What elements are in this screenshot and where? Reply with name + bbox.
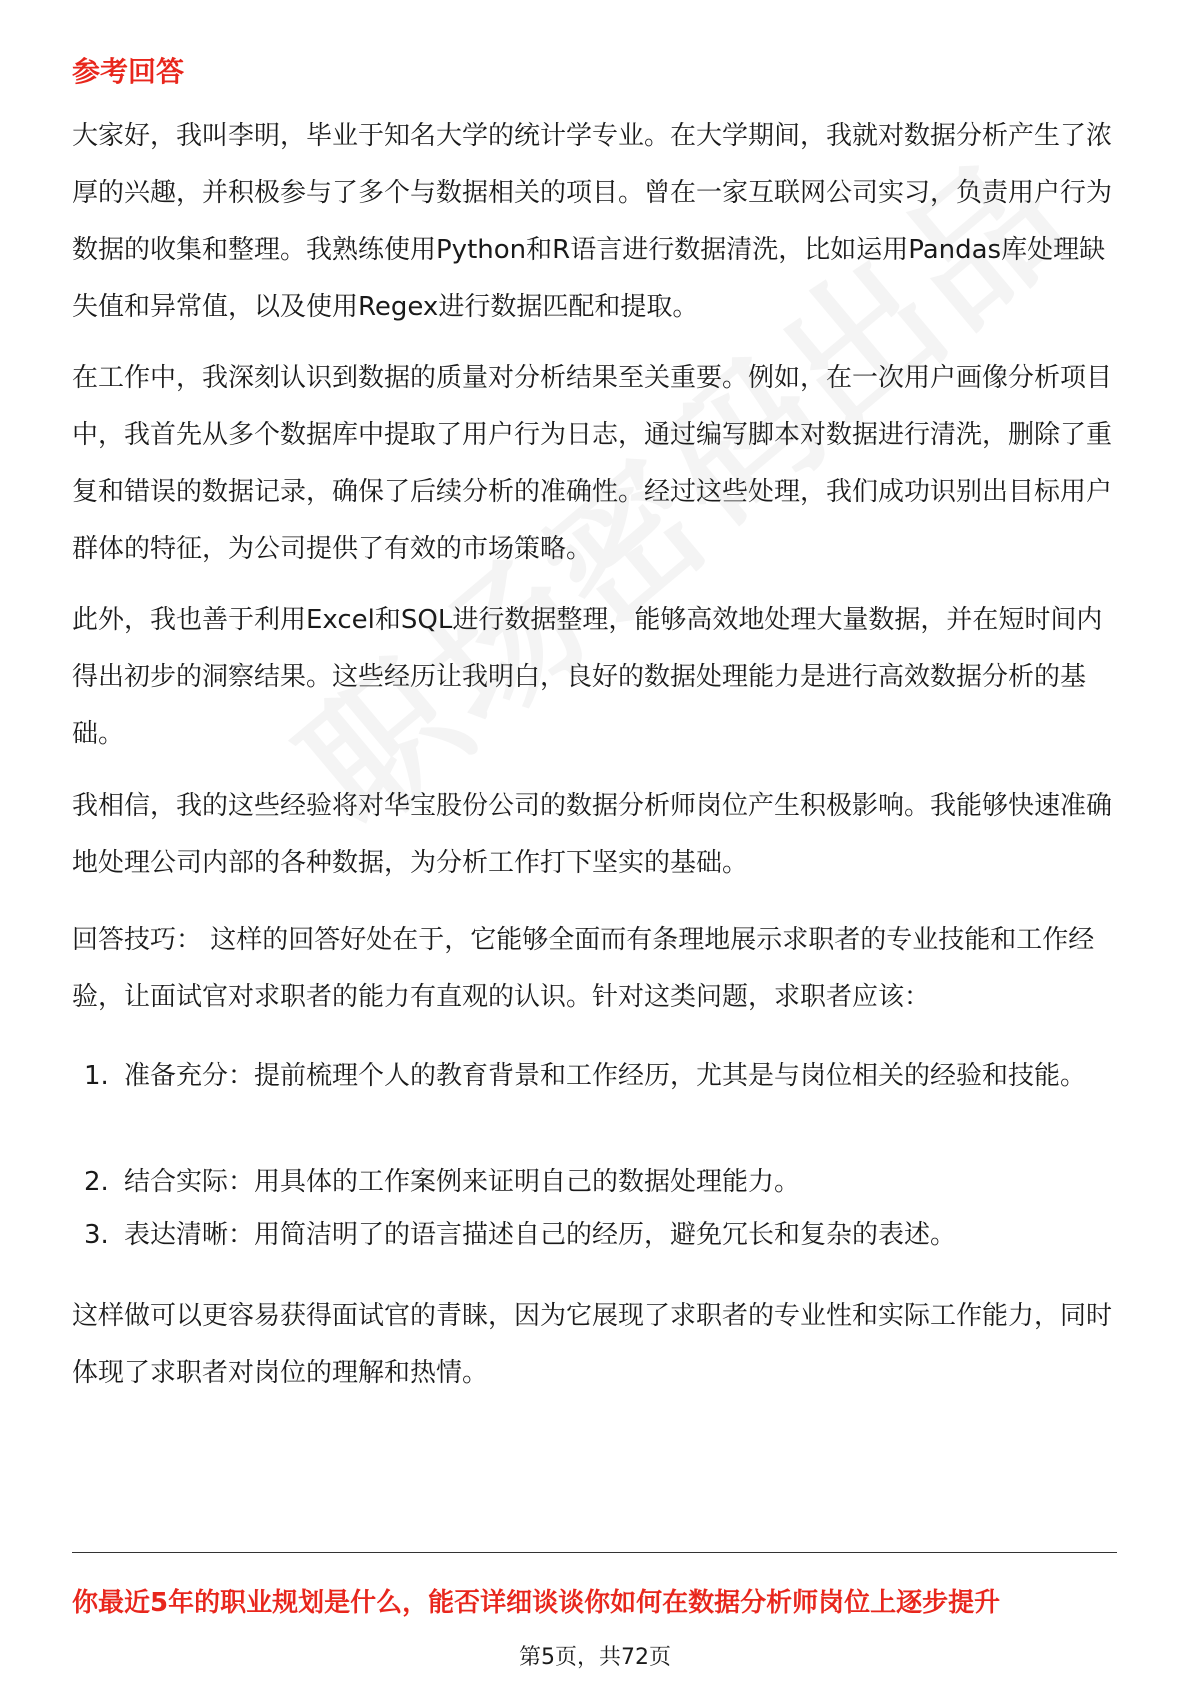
tip-number: 3. [84,1220,109,1250]
tip-text: 准备充分：提前梳理个人的教育背景和工作经历，尤其是与岗位相关的经验和技能。 [124,1061,1087,1091]
tip-text: 结合实际：用具体的工作案例来证明自己的数据处理能力。 [124,1167,801,1197]
answer-paragraph-1: 大家好，我叫李明，毕业于知名大学的统计学专业。在大学期间，我就对数据分析产生了浓厚的兴趣，并积极参与了多个与数据相关的项目。曾在一家互联网公司实习，负责用户行为数据的收集和整理。我熟练使用Python和R语言进行数据清洗，比如运用Pandas库处理缺失值和异常值，以及使用Regex进行数据匹配和提取。 [72,121,1113,322]
tip-number: 1. [84,1061,109,1091]
answer-paragraph-2: 在工作中，我深刻认识到数据的质量对分析结果至关重要。例如，在一次用户画像分析项目中，我首先从多个数据库中提取了用户行为日志，通过编写脚本对数据进行清洗，删除了重复和错误的数据记录，确保了后续分析的准确性。经过这些处理，我们成功识别出目标用户群体的特征，为公司提供了有效的市场策略。 [72,363,1113,564]
answer-paragraph-3: 此外，我也善于利用Excel和SQL进行数据整理，能够高效地处理大量数据，并在短时间内得出初步的洞察结果。这些经历让我明白，良好的数据处理能力是进行高效数据分析的基础。 [72,605,1103,749]
tip-number: 2. [84,1167,109,1197]
tip-list-item [84,1048,1114,1105]
divider [72,1552,1117,1553]
next-question-title: 你最近5年的职业规划是什么，能否详细谈谈你如何在数据分析师岗位上逐步提升 [72,1588,1001,1618]
section-title: 参考回答 [72,55,185,88]
tip-list-item [84,1154,1114,1211]
answer-paragraph-4: 我相信，我的这些经验将对华宝股份公司的数据分析师岗位产生积极影响。我能够快速准确地处理公司内部的各种数据，为分析工作打下坚实的基础。 [72,791,1113,878]
closing-paragraph: 这样做可以更容易获得面试官的青睐，因为它展现了求职者的专业性和实际工作能力，同时体现了求职者对岗位的理解和热情。 [72,1301,1113,1388]
tip-text: 表达清晰：用简洁明了的语言描述自己的经历，避免冗长和复杂的表述。 [124,1220,957,1250]
tip-list-item [84,1207,1114,1264]
answer-tips-intro: 回答技巧： 这样的回答好处在于，它能够全面而有条理地展示求职者的专业技能和工作经验，让面试官对求职者的能力有直观的认识。针对这类问题，求职者应该： [72,925,1095,1012]
page-number: 第5页，共72页 [519,1645,671,1670]
